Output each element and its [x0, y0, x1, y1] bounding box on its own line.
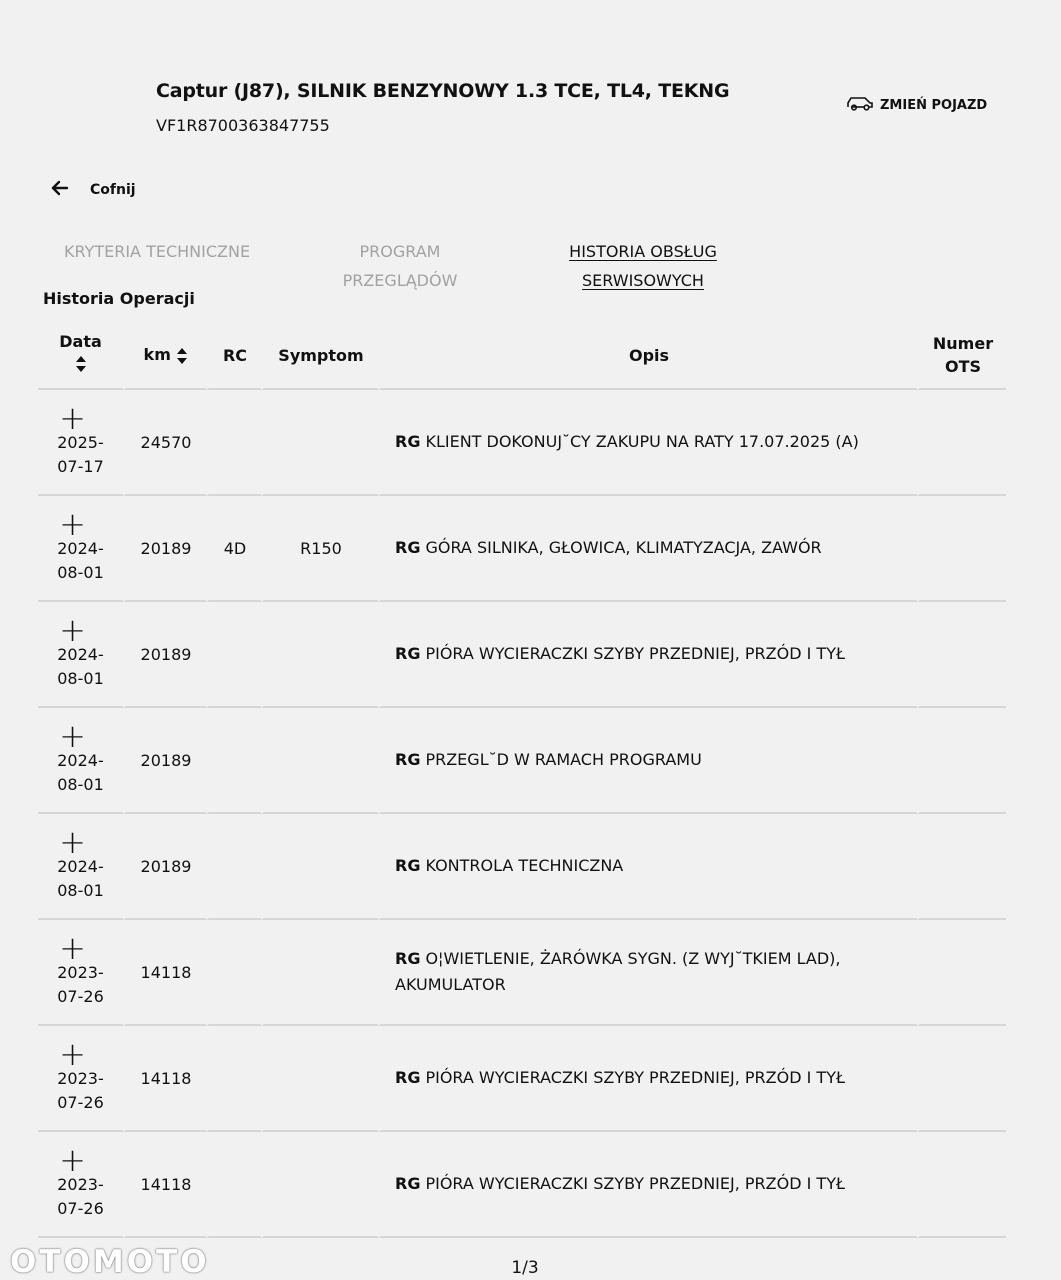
rc-cell	[206, 1132, 261, 1238]
opis-text: PRZEGL˘D W RAMACH PROGRAMU	[425, 750, 702, 769]
expand-plus-icon[interactable]: +	[59, 399, 86, 437]
expand-plus-icon[interactable]: +	[59, 611, 86, 649]
opis-text: KONTROLA TECHNICZNA	[425, 856, 624, 875]
rc-cell: 4D	[206, 496, 261, 602]
rc-cell	[206, 390, 261, 496]
opis-text: O¦WIETLENIE, ŻARÓWKA SYGN. (Z WYJ˘TKIEM LAD), AKUMULATOR	[395, 949, 841, 994]
opis-prefix: RG	[395, 538, 421, 557]
ots-cell	[917, 814, 1006, 920]
column-header-km[interactable]	[123, 322, 206, 390]
date-cell	[38, 390, 123, 496]
change-vehicle-label: ZMIEŃ POJAZD	[880, 97, 988, 113]
expand-plus-icon[interactable]: +	[59, 823, 86, 861]
column-header-km-label: km	[143, 345, 171, 365]
date-value: 2024-08-01	[57, 751, 104, 794]
expand-plus-icon[interactable]: +	[59, 717, 86, 755]
ots-cell	[917, 1026, 1006, 1132]
symptom-cell: R150	[261, 496, 378, 602]
back-label: Cofnij	[90, 182, 136, 198]
date-cell	[38, 920, 123, 1026]
symptom-cell	[261, 1026, 378, 1132]
symptom-cell	[261, 708, 378, 814]
table-row	[38, 708, 1006, 814]
date-cell	[38, 1132, 123, 1238]
opis-cell	[378, 814, 917, 920]
rc-cell	[206, 814, 261, 920]
pagination: 1/3	[511, 1258, 539, 1278]
back-link[interactable]	[50, 178, 136, 202]
watermark-logo: OTOMOTO	[10, 1244, 210, 1280]
date-value: 2024-08-01	[57, 539, 104, 582]
vehicle-title: Captur (J87), SILNIK BENZYNOWY 1.3 TCE, TL4, TEKNG	[156, 80, 730, 102]
symptom-cell	[261, 390, 378, 496]
symptom-cell	[261, 920, 378, 1026]
opis-prefix: RG	[395, 1174, 421, 1193]
symptom-cell	[261, 1132, 378, 1238]
section-title: Historia Operacji	[43, 289, 195, 308]
arrow-left-icon	[50, 178, 70, 202]
car-icon	[846, 94, 874, 116]
tab-historia-obslug[interactable]: HISTORIA OBSŁUG SERWISOWYCH	[569, 242, 717, 290]
opis-cell	[378, 496, 917, 602]
date-value: 2023-07-26	[57, 1069, 104, 1112]
opis-text: PIÓRA WYCIERACZKI SZYBY PRZEDNIEJ, PRZÓD I TYŁ	[425, 1174, 845, 1193]
opis-cell	[378, 708, 917, 814]
opis-cell	[378, 602, 917, 708]
opis-text: PIÓRA WYCIERACZKI SZYBY PRZEDNIEJ, PRZÓD I TYŁ	[425, 1068, 845, 1087]
date-cell	[38, 814, 123, 920]
expand-plus-icon[interactable]: +	[59, 929, 86, 967]
change-vehicle-button[interactable]	[846, 94, 987, 116]
opis-text: PIÓRA WYCIERACZKI SZYBY PRZEDNIEJ, PRZÓD I TYŁ	[425, 644, 845, 663]
date-value: 2025-07-17	[57, 433, 104, 476]
date-value: 2024-08-01	[57, 645, 104, 688]
expand-plus-icon[interactable]: +	[59, 1035, 86, 1073]
column-header-opis: Opis	[378, 322, 917, 390]
ots-cell	[917, 708, 1006, 814]
column-header-ots: Numer OTS	[917, 322, 1006, 390]
date-cell	[38, 602, 123, 708]
km-cell: 20189	[123, 814, 206, 920]
km-cell: 20189	[123, 708, 206, 814]
opis-prefix: RG	[395, 750, 421, 769]
table-row	[38, 814, 1006, 920]
expand-plus-icon[interactable]: +	[59, 505, 86, 543]
date-value: 2023-07-26	[57, 1175, 104, 1218]
opis-prefix: RG	[395, 644, 421, 663]
table-row	[38, 1026, 1006, 1132]
opis-prefix: RG	[395, 949, 421, 968]
ots-cell	[917, 602, 1006, 708]
opis-prefix: RG	[395, 1068, 421, 1087]
km-cell: 20189	[123, 496, 206, 602]
tab-program-przegladow[interactable]: PROGRAM PRZEGLĄDÓW	[342, 242, 458, 290]
ots-cell	[917, 1132, 1006, 1238]
date-cell	[38, 708, 123, 814]
table-header-row	[38, 322, 1006, 390]
opis-text: KLIENT DOKONUJ˘CY ZAKUPU NA RATY 17.07.2025 (A)	[425, 432, 859, 451]
date-cell	[38, 1026, 123, 1132]
opis-prefix: RG	[395, 432, 421, 451]
ots-cell	[917, 390, 1006, 496]
tab-kryteria-techniczne[interactable]: KRYTERIA TECHNICZNE	[63, 242, 251, 261]
ots-cell	[917, 920, 1006, 1026]
rc-cell	[206, 708, 261, 814]
table-row	[38, 390, 1006, 496]
date-cell	[38, 496, 123, 602]
rc-cell	[206, 920, 261, 1026]
date-value: 2023-07-26	[57, 963, 104, 1006]
table-row	[38, 602, 1006, 708]
sort-icon	[176, 347, 188, 365]
symptom-cell	[261, 814, 378, 920]
km-cell: 14118	[123, 1132, 206, 1238]
opis-cell	[378, 920, 917, 1026]
column-header-date-label: Data	[59, 332, 102, 352]
column-header-symptom: Symptom	[261, 322, 378, 390]
date-value: 2024-08-01	[57, 857, 104, 900]
ots-cell	[917, 496, 1006, 602]
table-row	[38, 1132, 1006, 1238]
opis-cell	[378, 390, 917, 496]
rc-cell	[206, 602, 261, 708]
opis-cell	[378, 1132, 917, 1238]
column-header-date[interactable]	[38, 322, 123, 390]
sort-icon	[75, 355, 87, 373]
km-cell: 14118	[123, 1026, 206, 1132]
km-cell: 20189	[123, 602, 206, 708]
table-row	[38, 496, 1006, 602]
rc-cell	[206, 1026, 261, 1132]
km-cell: 14118	[123, 920, 206, 1026]
opis-prefix: RG	[395, 856, 421, 875]
km-cell: 24570	[123, 390, 206, 496]
vehicle-vin: VF1R8700363847755	[156, 116, 330, 135]
table-row	[38, 920, 1006, 1026]
symptom-cell	[261, 602, 378, 708]
service-history-table	[38, 322, 1006, 1238]
expand-plus-icon[interactable]: +	[59, 1141, 86, 1179]
column-header-rc: RC	[206, 322, 261, 390]
opis-text: GÓRA SILNIKA, GŁOWICA, KLIMATYZACJA, ZAWÓR	[425, 538, 822, 557]
opis-cell	[378, 1026, 917, 1132]
